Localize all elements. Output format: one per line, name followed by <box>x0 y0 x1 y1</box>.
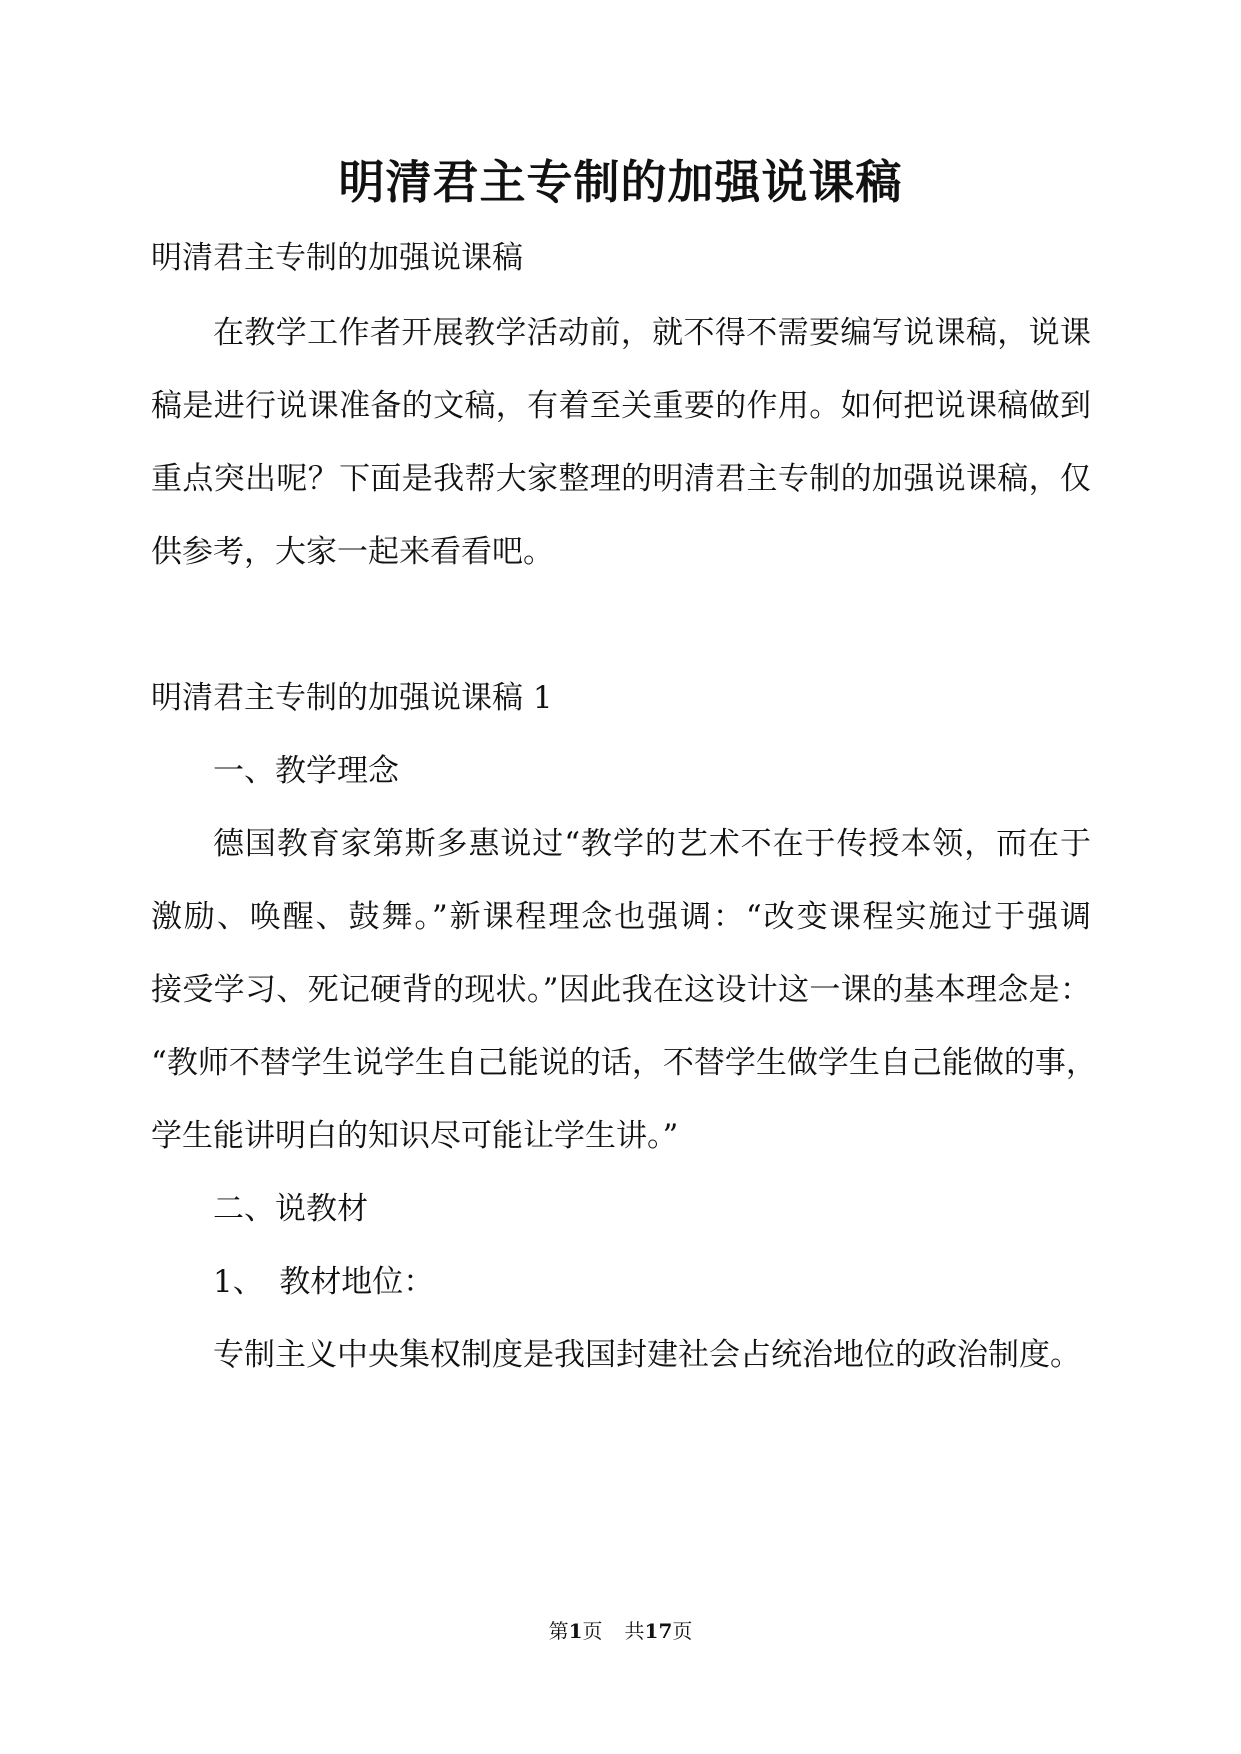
footer-page-prefix: 第 <box>548 1619 569 1643</box>
page-title: 明清君主专制的加强说课稿 <box>338 155 903 209</box>
item1-heading: 1、 教材地位： <box>213 1264 435 1300</box>
intro-line-3: 重点突出呢？下面是我帮大家整理的明清君主专制的加强说课稿，仅 <box>151 461 1091 497</box>
part1-line-5: 学生能讲明白的知识尽可能让学生讲。” <box>151 1118 679 1154</box>
item1-line: 专制主义中央集权制度是我国封建社会占统治地位的政治制度。 <box>213 1337 1081 1373</box>
part1-line-3: 接受学习、死记硬背的现状。”因此我在这设计这一课的基本理念是： <box>151 972 1091 1008</box>
intro-line-1: 在教学工作者开展教学活动前，就不得不需要编写说课稿，说课 <box>213 315 1091 351</box>
part1-line-1: 德国教育家第斯多惠说过“教学的艺术不在于传授本领，而在于 <box>213 826 1091 862</box>
intro-line-2: 稿是进行说课准备的文稿，有着至关重要的作用。如何把说课稿做到 <box>151 388 1091 424</box>
footer-total-suffix: 页 <box>672 1619 693 1643</box>
intro-line-4: 供参考，大家一起来看看吧。 <box>151 534 554 570</box>
document-subtitle: 明清君主专制的加强说课稿 <box>151 240 523 276</box>
part1-heading: 一、教学理念 <box>213 753 399 789</box>
section-heading: 明清君主专制的加强说课稿 1 <box>151 680 553 716</box>
footer-page-suffix: 页 <box>582 1619 603 1643</box>
page-footer <box>0 1617 1241 1645</box>
part2-heading: 二、说教材 <box>213 1191 368 1227</box>
footer-total-pages: 17 <box>644 1619 673 1643</box>
part1-line-4: “教师不替学生说学生自己能说的话，不替学生做学生自己能做的事， <box>151 1045 1097 1081</box>
footer-page-number: 1 <box>568 1619 583 1643</box>
part1-line-2: 激励、唤醒、鼓舞。”新课程理念也强调：“改变课程实施过于强调 <box>151 899 1091 935</box>
footer-total-prefix: 共 <box>624 1619 645 1643</box>
